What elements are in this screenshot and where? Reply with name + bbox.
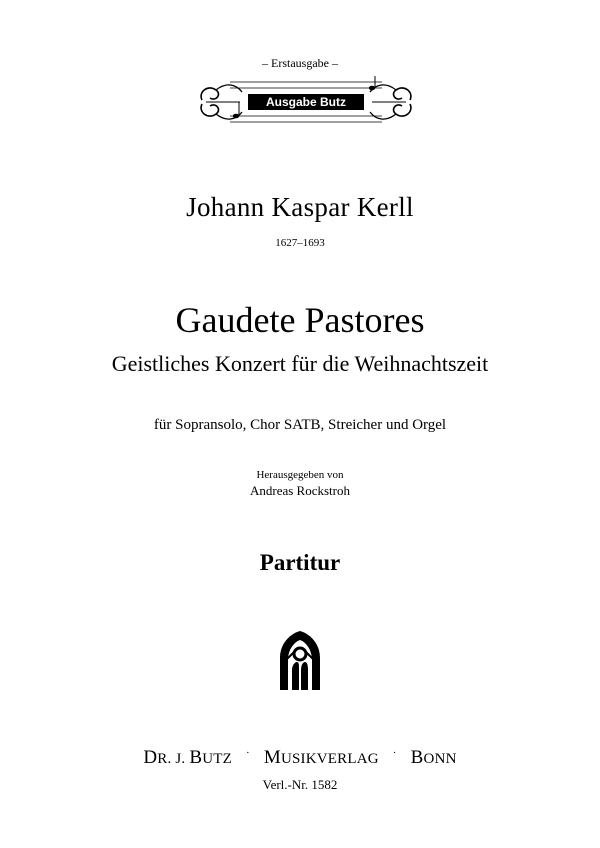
logo-text: Ausgabe Butz xyxy=(265,95,346,109)
publisher-logo xyxy=(196,72,416,132)
gothic-window-emblem xyxy=(276,630,324,692)
editor-label: Herausgegeben von xyxy=(256,469,344,481)
composer-name: Johann Kaspar Kerll xyxy=(186,192,414,222)
edition-note: – Erstausgabe – xyxy=(262,56,338,70)
publisher-type: MUSIKVERLAG xyxy=(263,747,379,768)
publisher-name: DR. J. BUTZ xyxy=(143,747,232,768)
publisher-city: BONN xyxy=(410,747,457,768)
gothic-window-icon xyxy=(276,630,324,692)
catalog-number: Verl.-Nr. 1582 xyxy=(262,777,338,792)
score-type: Partitur xyxy=(259,550,341,575)
work-subtitle: Geistliches Konzert für die Weihnachtszeit xyxy=(111,351,489,376)
composer-dates: 1627–1693 xyxy=(275,237,325,249)
scoring-text: für Sopransolo, Chor SATB, Streicher und Orgel xyxy=(153,417,447,433)
publisher-line xyxy=(0,747,600,769)
work-title: Gaudete Pastores xyxy=(175,300,425,340)
separator-dot: · xyxy=(245,747,250,759)
separator-dot: · xyxy=(392,747,397,759)
editor-name: Andreas Rockstroh xyxy=(249,483,350,498)
